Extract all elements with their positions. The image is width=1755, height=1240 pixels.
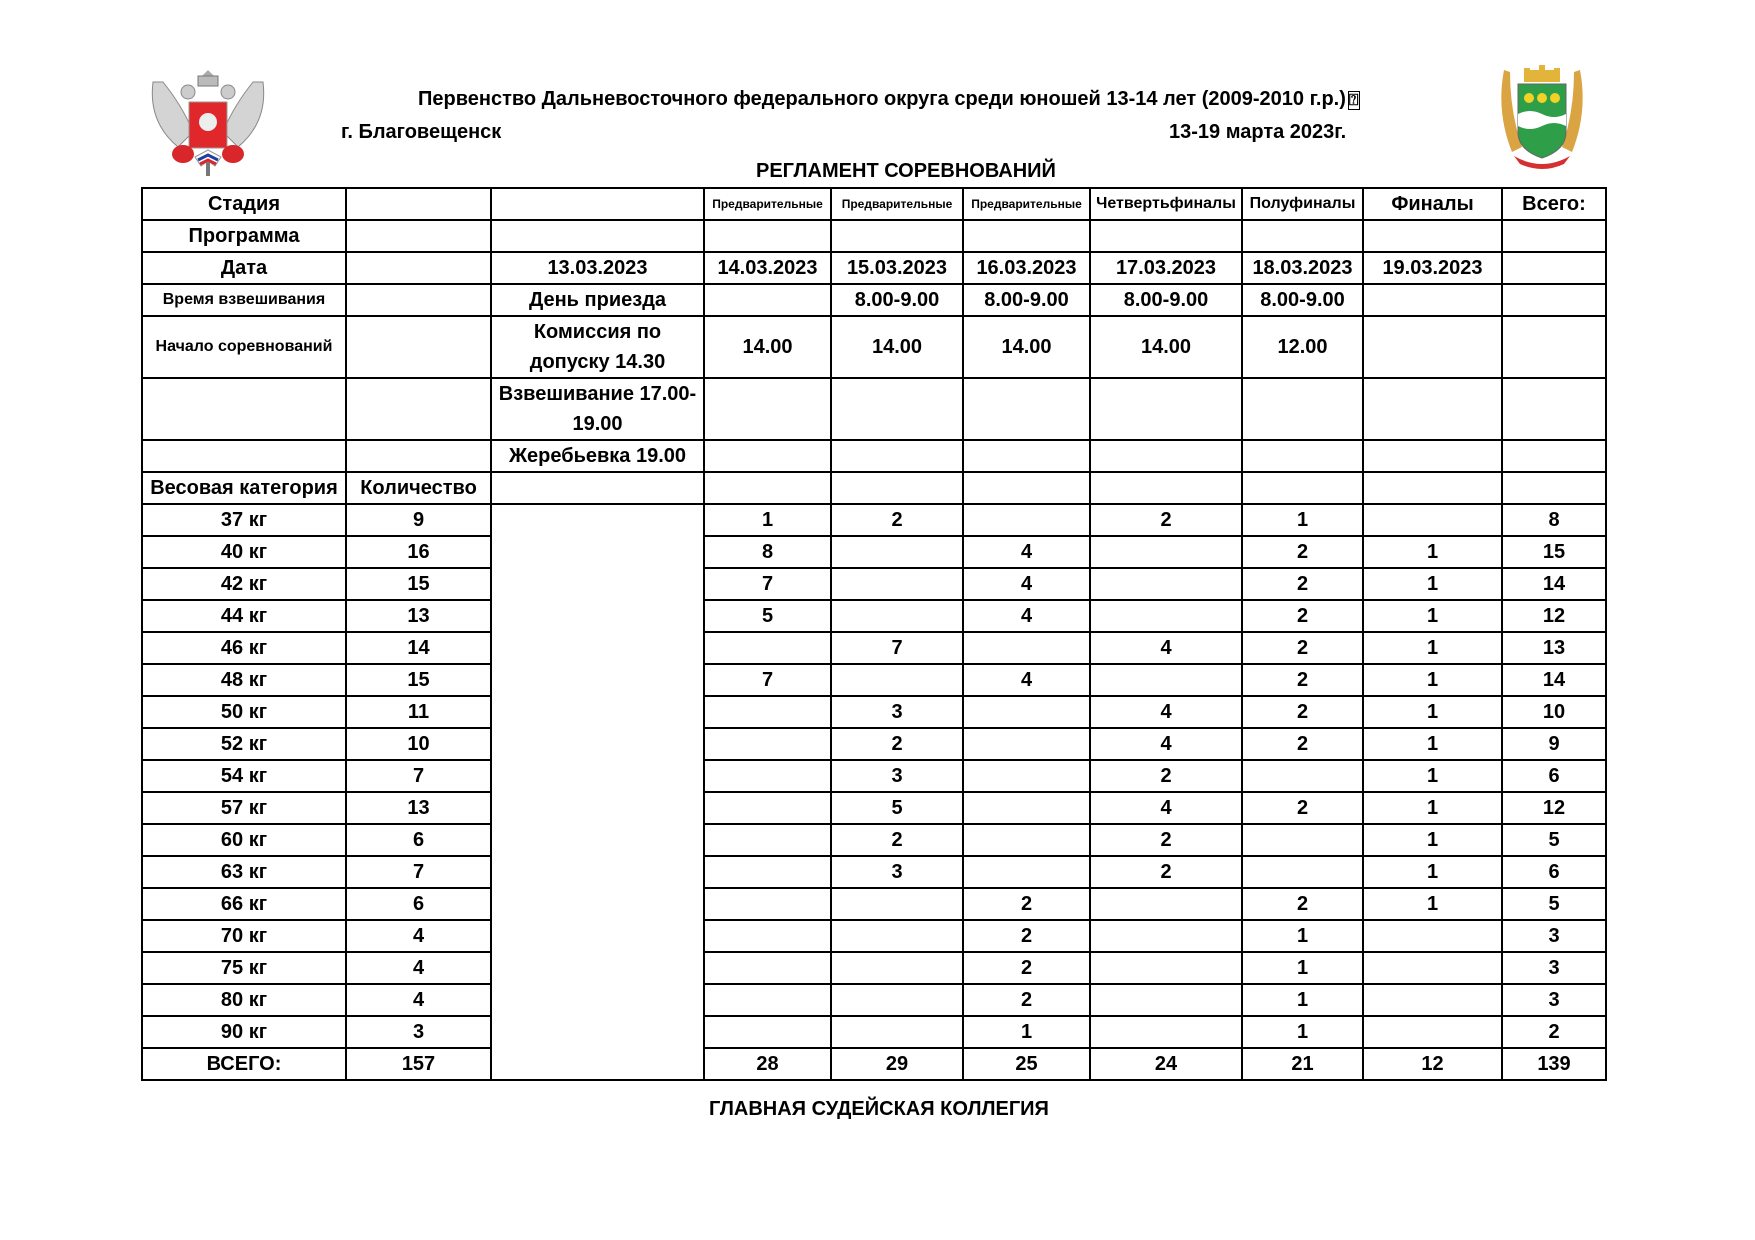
weight-category-row xyxy=(142,760,1606,792)
bout-count-cell xyxy=(1090,984,1242,1016)
bout-count-cell: 2 xyxy=(1242,696,1363,728)
stage-total: Всего: xyxy=(1502,188,1606,220)
competition-schedule-table xyxy=(141,187,1607,1081)
quantity-cell: 15 xyxy=(346,568,491,600)
bout-count-cell xyxy=(1090,664,1242,696)
bout-count-cell xyxy=(1090,1016,1242,1048)
start-time-cell: 14.00 xyxy=(963,316,1090,378)
row-total-cell: 12 xyxy=(1502,600,1606,632)
weight-category-cell: 63 кг xyxy=(142,856,346,888)
bout-count-cell xyxy=(831,1016,963,1048)
bout-count-cell: 1 xyxy=(1363,856,1502,888)
bout-count-cell: 1 xyxy=(1363,600,1502,632)
bout-count-cell xyxy=(704,888,831,920)
bout-count-cell: 4 xyxy=(963,600,1090,632)
bout-count-cell xyxy=(1363,1016,1502,1048)
weight-category-cell: 44 кг xyxy=(142,600,346,632)
weight-category-row xyxy=(142,728,1606,760)
bout-count-cell: 2 xyxy=(1242,568,1363,600)
quantity-cell: 9 xyxy=(346,504,491,536)
bout-count-cell: 2 xyxy=(831,504,963,536)
weigh-time-cell: 8.00-9.00 xyxy=(1242,284,1363,316)
cell xyxy=(346,252,491,284)
quantity-cell: 6 xyxy=(346,888,491,920)
missing-glyph-icon: ⍰ xyxy=(1348,92,1359,109)
row-total-cell: 5 xyxy=(1502,888,1606,920)
quantity-cell: 6 xyxy=(346,824,491,856)
bout-count-cell xyxy=(831,952,963,984)
date-row xyxy=(142,252,1606,284)
quantity-cell: 13 xyxy=(346,600,491,632)
program-row xyxy=(142,220,1606,252)
date-label: Дата xyxy=(142,252,346,284)
row-total-cell: 5 xyxy=(1502,824,1606,856)
stage-finals: Финалы xyxy=(1363,188,1502,220)
bout-count-cell: 2 xyxy=(963,920,1090,952)
total-d19: 12 xyxy=(1363,1048,1502,1080)
bout-count-cell: 3 xyxy=(831,696,963,728)
row-total-cell: 3 xyxy=(1502,984,1606,1016)
quantity-cell: 10 xyxy=(346,728,491,760)
bout-count-cell: 2 xyxy=(1090,856,1242,888)
bout-count-cell: 2 xyxy=(1242,888,1363,920)
bout-count-cell: 1 xyxy=(1242,952,1363,984)
bout-count-cell xyxy=(831,920,963,952)
bout-count-cell xyxy=(1363,920,1502,952)
bout-count-cell: 2 xyxy=(1242,728,1363,760)
weight-category-cell: 57 кг xyxy=(142,792,346,824)
start-time-cell: 14.00 xyxy=(704,316,831,378)
totals-row xyxy=(142,1048,1606,1080)
weight-category-cell: 48 кг xyxy=(142,664,346,696)
draw-cell: Жеребьевка 19.00 xyxy=(491,440,704,472)
quantity-cell: 15 xyxy=(346,664,491,696)
bout-count-cell xyxy=(1090,888,1242,920)
bout-count-cell: 2 xyxy=(831,728,963,760)
start-time-cell: 14.00 xyxy=(1090,316,1242,378)
weight-category-cell: 42 кг xyxy=(142,568,346,600)
bout-count-cell: 2 xyxy=(963,952,1090,984)
bout-count-cell: 7 xyxy=(831,632,963,664)
admission-commission-cell: Комиссия по допуску 14.30 xyxy=(491,316,704,378)
bout-count-cell xyxy=(1090,952,1242,984)
bout-count-cell xyxy=(1363,504,1502,536)
weight-category-cell: 37 кг xyxy=(142,504,346,536)
total-d14: 28 xyxy=(704,1048,831,1080)
bout-count-cell xyxy=(704,920,831,952)
start-row xyxy=(142,316,1606,378)
total-d16: 25 xyxy=(963,1048,1090,1080)
quantity-cell: 4 xyxy=(346,984,491,1016)
weight-category-row xyxy=(142,952,1606,984)
quantity-cell: 7 xyxy=(346,760,491,792)
weigh-in-row xyxy=(142,284,1606,316)
bout-count-cell xyxy=(704,824,831,856)
cell xyxy=(346,188,491,220)
weight-category-row xyxy=(142,568,1606,600)
weight-category-row xyxy=(142,856,1606,888)
date-cell: 16.03.2023 xyxy=(963,252,1090,284)
weight-category-cell: 50 кг xyxy=(142,696,346,728)
row-total-cell: 12 xyxy=(1502,792,1606,824)
cell xyxy=(1502,252,1606,284)
bout-count-cell xyxy=(963,696,1090,728)
bout-count-cell: 1 xyxy=(1242,1016,1363,1048)
bout-count-cell: 3 xyxy=(831,760,963,792)
quantity-cell: 7 xyxy=(346,856,491,888)
weight-category-row xyxy=(142,984,1606,1016)
start-time-cell: 12.00 xyxy=(1242,316,1363,378)
bout-count-cell: 2 xyxy=(831,824,963,856)
bout-count-cell: 2 xyxy=(1242,664,1363,696)
weigh-time-cell: 8.00-9.00 xyxy=(831,284,963,316)
draw-row xyxy=(142,440,1606,472)
row-total-cell: 8 xyxy=(1502,504,1606,536)
bout-count-cell: 2 xyxy=(1090,760,1242,792)
bout-count-cell xyxy=(1090,600,1242,632)
bout-count-cell xyxy=(963,632,1090,664)
bout-count-cell: 4 xyxy=(963,568,1090,600)
weight-category-cell: 80 кг xyxy=(142,984,346,1016)
weight-category-cell: 66 кг xyxy=(142,888,346,920)
stage-prelim-1: Предварительные xyxy=(704,188,831,220)
weight-category-row xyxy=(142,536,1606,568)
merged-empty-cell xyxy=(491,504,704,1080)
bout-count-cell xyxy=(963,824,1090,856)
totals-label: ВСЕГО: xyxy=(142,1048,346,1080)
chief-judges-panel: ГЛАВНАЯ СУДЕЙСКАЯ КОЛЛЕГИЯ xyxy=(709,1098,1049,1120)
bout-count-cell xyxy=(704,728,831,760)
row-total-cell: 6 xyxy=(1502,856,1606,888)
category-header-row xyxy=(142,472,1606,504)
cell xyxy=(346,316,491,378)
sports-ministry-emblem xyxy=(143,62,273,180)
weight-category-header: Весовая категория xyxy=(142,472,346,504)
bout-count-cell xyxy=(704,856,831,888)
bout-count-cell: 1 xyxy=(1363,696,1502,728)
bout-count-cell xyxy=(704,952,831,984)
bout-count-cell xyxy=(1090,536,1242,568)
bout-count-cell: 2 xyxy=(1242,600,1363,632)
weight-category-cell: 60 кг xyxy=(142,824,346,856)
row-total-cell: 9 xyxy=(1502,728,1606,760)
weight-category-cell: 75 кг xyxy=(142,952,346,984)
date-cell: 18.03.2023 xyxy=(1242,252,1363,284)
row-total-cell: 14 xyxy=(1502,664,1606,696)
quantity-cell: 4 xyxy=(346,920,491,952)
weigh-time-cell: 8.00-9.00 xyxy=(1090,284,1242,316)
cell xyxy=(1363,284,1502,316)
bout-count-cell: 1 xyxy=(1363,888,1502,920)
bout-count-cell xyxy=(831,888,963,920)
bout-count-cell xyxy=(963,728,1090,760)
weight-category-cell: 90 кг xyxy=(142,1016,346,1048)
weight-category-row xyxy=(142,792,1606,824)
total-d17: 24 xyxy=(1090,1048,1242,1080)
bout-count-cell xyxy=(963,760,1090,792)
bout-count-cell xyxy=(704,1016,831,1048)
total-d15: 29 xyxy=(831,1048,963,1080)
bout-count-cell: 2 xyxy=(963,984,1090,1016)
bout-count-cell: 8 xyxy=(704,536,831,568)
bout-count-cell xyxy=(704,792,831,824)
total-d18: 21 xyxy=(1242,1048,1363,1080)
bout-count-cell: 4 xyxy=(963,536,1090,568)
event-dates: 13-19 марта 2023г. xyxy=(1169,121,1347,143)
bout-count-cell xyxy=(1242,760,1363,792)
stage-quarterfinals: Четвертьфиналы xyxy=(1090,188,1242,220)
weight-category-cell: 70 кг xyxy=(142,920,346,952)
weight-category-cell: 52 кг xyxy=(142,728,346,760)
regulation-subtitle: РЕГЛАМЕНТ СОРЕВНОВАНИЙ xyxy=(756,160,1056,182)
weight-category-row xyxy=(142,632,1606,664)
bout-count-cell: 2 xyxy=(1242,536,1363,568)
bout-count-cell: 1 xyxy=(1242,920,1363,952)
bout-count-cell xyxy=(704,760,831,792)
bout-count-cell: 7 xyxy=(704,664,831,696)
date-cell: 13.03.2023 xyxy=(491,252,704,284)
bout-count-cell: 1 xyxy=(1363,536,1502,568)
date-cell: 15.03.2023 xyxy=(831,252,963,284)
row-total-cell: 10 xyxy=(1502,696,1606,728)
stage-row xyxy=(142,188,1606,220)
bout-count-cell xyxy=(831,568,963,600)
bout-count-cell: 1 xyxy=(963,1016,1090,1048)
bout-count-cell: 4 xyxy=(963,664,1090,696)
program-label: Программа xyxy=(142,220,346,252)
bout-count-cell xyxy=(1242,824,1363,856)
quantity-cell: 11 xyxy=(346,696,491,728)
bout-count-cell: 1 xyxy=(1363,664,1502,696)
city-label: г. Благовещенск xyxy=(341,121,502,143)
row-total-cell: 13 xyxy=(1502,632,1606,664)
quantity-header: Количество xyxy=(346,472,491,504)
start-time-cell: 14.00 xyxy=(831,316,963,378)
cell xyxy=(1502,284,1606,316)
date-cell: 17.03.2023 xyxy=(1090,252,1242,284)
weigh-in-info-cell: Взвешивание 17.00-19.00 xyxy=(491,378,704,440)
quantity-cell: 16 xyxy=(346,536,491,568)
grand-total: 139 xyxy=(1502,1048,1606,1080)
bout-count-cell: 2 xyxy=(1090,504,1242,536)
stage-semifinals: Полуфиналы xyxy=(1242,188,1363,220)
amur-coat-of-arms xyxy=(1492,62,1592,174)
bout-count-cell: 2 xyxy=(1242,792,1363,824)
document-title xyxy=(418,88,1360,111)
row-total-cell: 3 xyxy=(1502,920,1606,952)
stage-label: Стадия xyxy=(142,188,346,220)
bout-count-cell xyxy=(704,984,831,1016)
arrival-day-cell: День приезда xyxy=(491,284,704,316)
bout-count-cell: 3 xyxy=(831,856,963,888)
bout-count-cell: 2 xyxy=(963,888,1090,920)
bout-count-cell: 1 xyxy=(1363,728,1502,760)
bout-count-cell xyxy=(963,856,1090,888)
bout-count-cell: 2 xyxy=(1090,824,1242,856)
row-total-cell: 3 xyxy=(1502,952,1606,984)
bout-count-cell: 4 xyxy=(1090,696,1242,728)
bout-count-cell xyxy=(831,664,963,696)
stage-prelim-3: Предварительные xyxy=(963,188,1090,220)
quantity-cell: 14 xyxy=(346,632,491,664)
date-cell: 14.03.2023 xyxy=(704,252,831,284)
bout-count-cell: 1 xyxy=(1242,984,1363,1016)
weigh-in-label: Время взвешивания xyxy=(142,284,346,316)
weight-category-row xyxy=(142,824,1606,856)
bout-count-cell xyxy=(1363,952,1502,984)
bout-count-cell xyxy=(963,792,1090,824)
bout-count-cell: 1 xyxy=(704,504,831,536)
bout-count-cell: 2 xyxy=(1242,632,1363,664)
weight-category-row xyxy=(142,696,1606,728)
bout-count-cell xyxy=(1090,568,1242,600)
row-total-cell: 14 xyxy=(1502,568,1606,600)
bout-count-cell xyxy=(704,632,831,664)
cell xyxy=(1502,316,1606,378)
bout-count-cell: 1 xyxy=(1242,504,1363,536)
weigh-in-info-row xyxy=(142,378,1606,440)
bout-count-cell xyxy=(1363,984,1502,1016)
bout-count-cell: 1 xyxy=(1363,760,1502,792)
bout-count-cell: 5 xyxy=(831,792,963,824)
bout-count-cell: 5 xyxy=(704,600,831,632)
weigh-time-cell: 8.00-9.00 xyxy=(963,284,1090,316)
cell xyxy=(491,188,704,220)
cell xyxy=(346,284,491,316)
date-cell: 19.03.2023 xyxy=(1363,252,1502,284)
bout-count-cell: 1 xyxy=(1363,792,1502,824)
bout-count-cell: 1 xyxy=(1363,568,1502,600)
stage-prelim-2: Предварительные xyxy=(831,188,963,220)
weight-category-row xyxy=(142,664,1606,696)
bout-count-cell xyxy=(704,696,831,728)
weight-category-row xyxy=(142,600,1606,632)
row-total-cell: 15 xyxy=(1502,536,1606,568)
bout-count-cell: 4 xyxy=(1090,728,1242,760)
bout-count-cell xyxy=(963,504,1090,536)
bout-count-cell: 4 xyxy=(1090,632,1242,664)
bout-count-cell: 1 xyxy=(1363,632,1502,664)
bout-count-cell xyxy=(1242,856,1363,888)
weight-category-row xyxy=(142,888,1606,920)
weight-category-cell: 54 кг xyxy=(142,760,346,792)
weight-category-cell: 46 кг xyxy=(142,632,346,664)
cell xyxy=(1363,316,1502,378)
bout-count-cell xyxy=(831,536,963,568)
title-text: Первенство Дальневосточного федерального округа среди юношей 13-14 лет (2009-2010 г.р.) xyxy=(418,88,1346,110)
bout-count-cell xyxy=(1090,920,1242,952)
quantity-cell: 4 xyxy=(346,952,491,984)
bout-count-cell: 4 xyxy=(1090,792,1242,824)
weight-category-row xyxy=(142,504,1606,536)
quantity-cell: 13 xyxy=(346,792,491,824)
bout-count-cell: 1 xyxy=(1363,824,1502,856)
bout-count-cell xyxy=(831,984,963,1016)
weight-category-cell: 40 кг xyxy=(142,536,346,568)
bout-count-cell: 7 xyxy=(704,568,831,600)
weight-category-row xyxy=(142,920,1606,952)
cell xyxy=(704,284,831,316)
row-total-cell: 6 xyxy=(1502,760,1606,792)
row-total-cell: 2 xyxy=(1502,1016,1606,1048)
weight-category-row xyxy=(142,1016,1606,1048)
start-label: Начало соревнований xyxy=(142,316,346,378)
quantity-cell: 3 xyxy=(346,1016,491,1048)
total-qty: 157 xyxy=(346,1048,491,1080)
bout-count-cell xyxy=(831,600,963,632)
